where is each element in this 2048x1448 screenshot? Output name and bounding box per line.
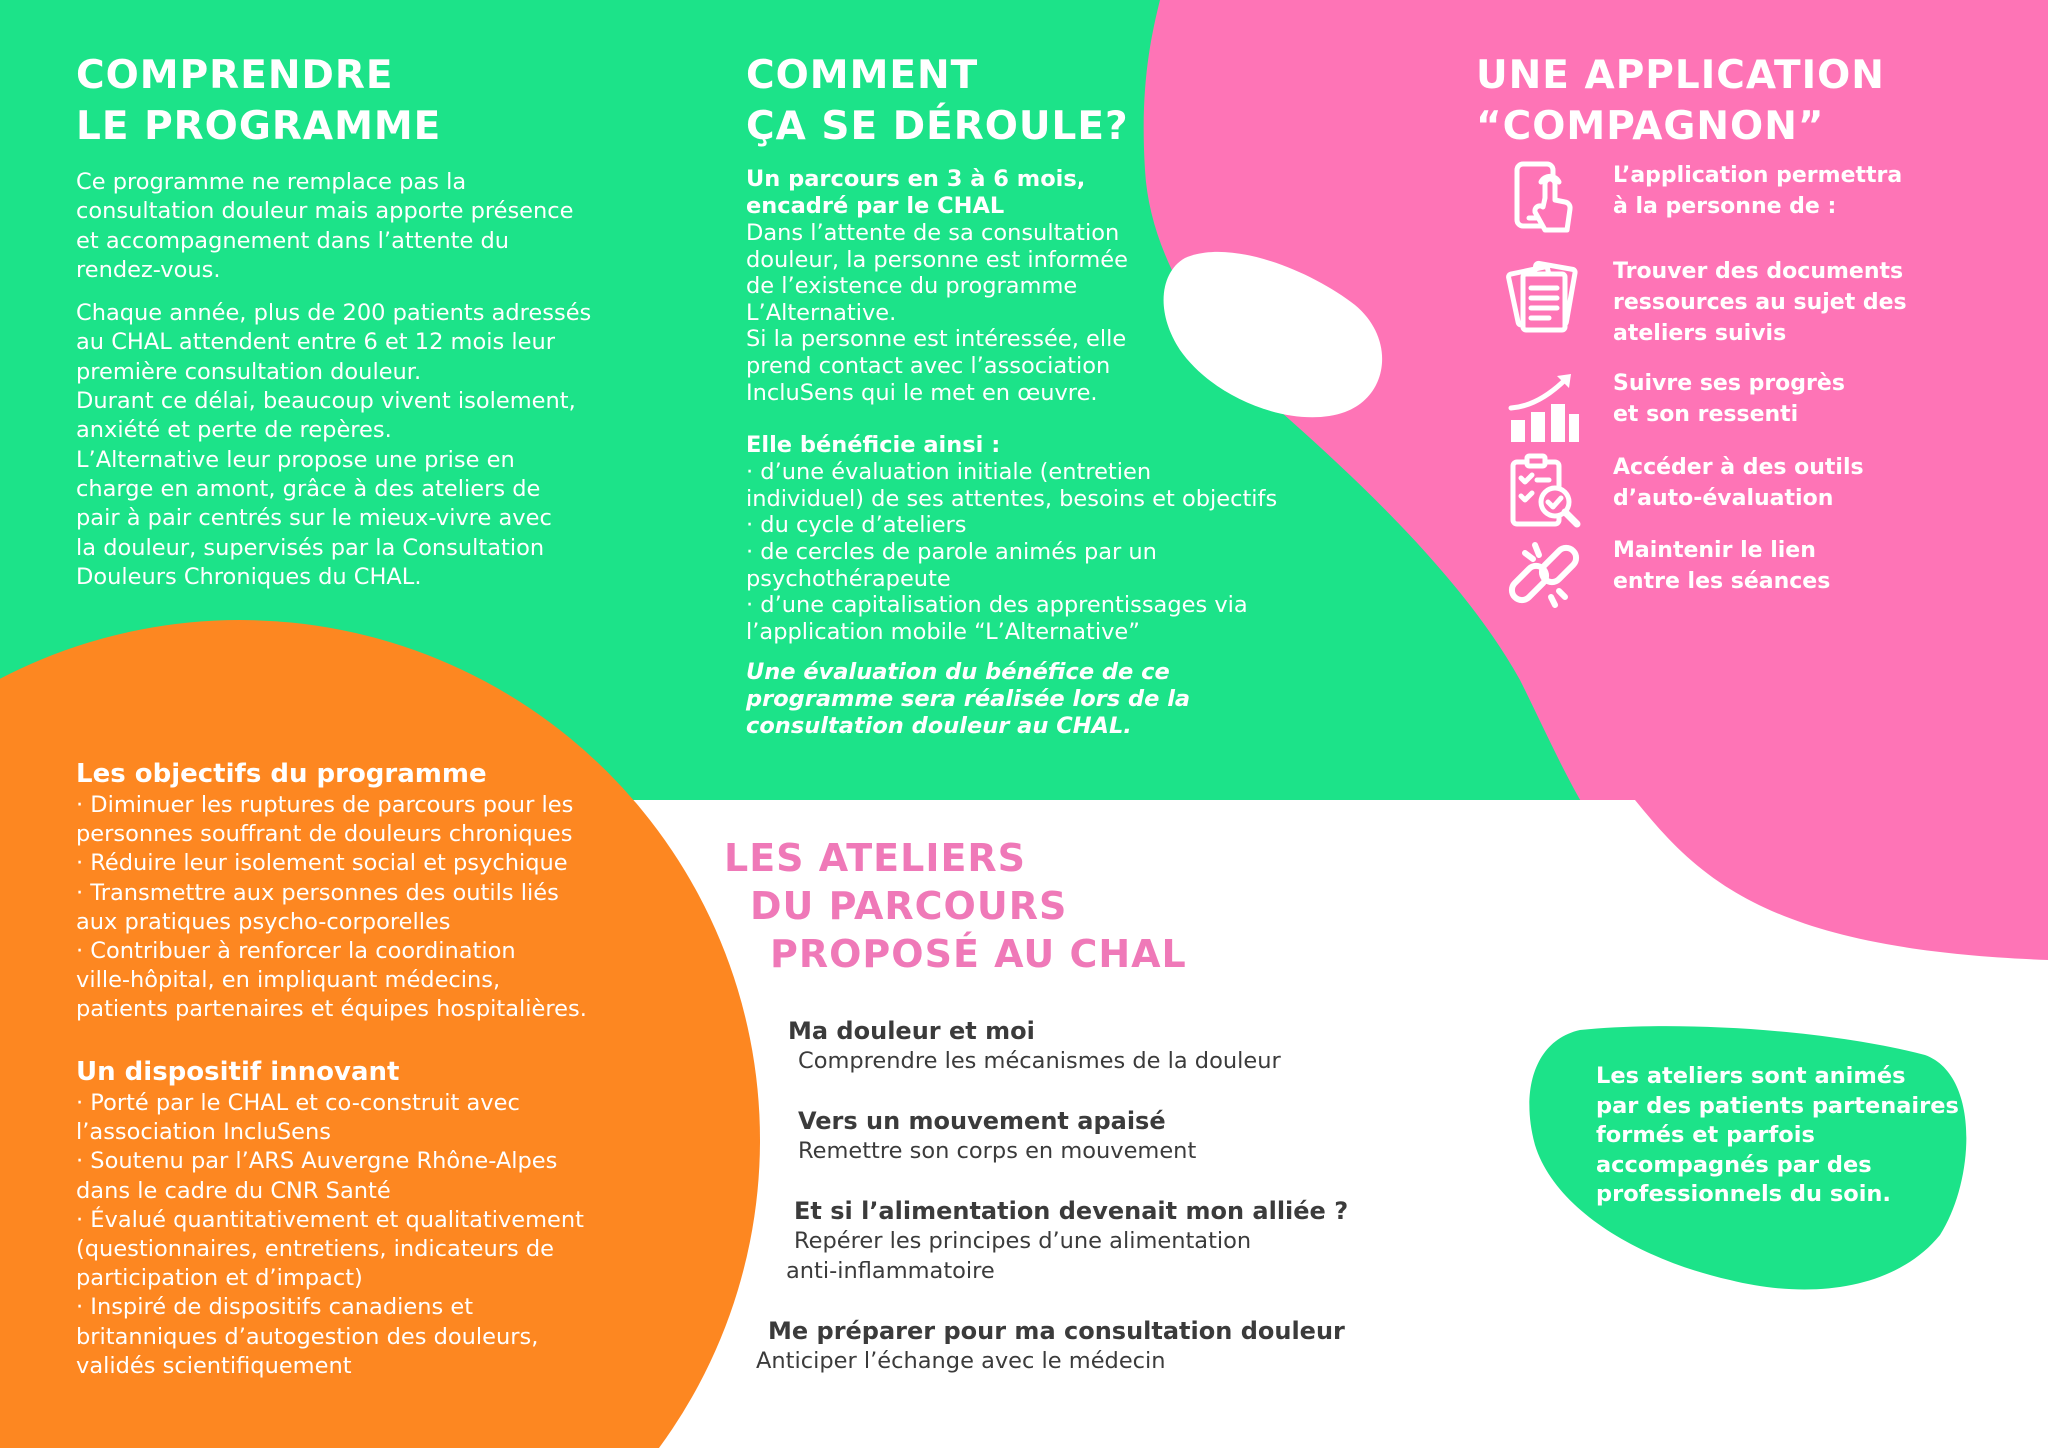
text-line: Dans l’attente de sa consultation	[746, 220, 1120, 246]
text-line: première consultation douleur.	[76, 358, 422, 385]
text-line: britanniques d’autogestion des douleurs,	[76, 1323, 539, 1350]
text-line: validés scientifiquement	[76, 1352, 352, 1379]
text-line: formés et parfois	[1596, 1122, 1815, 1148]
objectifs-heading: Les objectifs du programme	[76, 759, 487, 789]
comprendre-para1	[76, 168, 676, 285]
text-line: (questionnaires, entretiens, indicateurs de	[76, 1236, 555, 1263]
phone-tap-icon	[1505, 160, 1585, 240]
text-line: au CHAL attendent entre 6 et 12 mois leur	[76, 329, 555, 356]
text-line: Ce programme ne remplace pas la	[76, 169, 467, 195]
text-line: professionnels du soin.	[1596, 1181, 1891, 1207]
app-item-evaluation	[1505, 452, 1943, 532]
text-line: L’Alternative leur propose une prise en	[76, 446, 515, 473]
text-line: consultation douleur mais apporte présence	[76, 198, 574, 225]
text-line: · Soutenu par l’ARS Auvergne Rhône-Alpes	[76, 1148, 558, 1175]
text-line: accompagnés par des	[1596, 1151, 1872, 1178]
app-item-link	[1505, 535, 1943, 615]
workshop-title: Vers un mouvement apaisé	[798, 1107, 1166, 1135]
app-item-text	[1613, 368, 1943, 430]
checklist-magnifier-icon	[1505, 452, 1585, 532]
text-line: · de cercles de parole animés par un	[746, 538, 1157, 565]
deroule-section	[746, 50, 1346, 740]
text-line: · Diminuer les ruptures de parcours pour les	[76, 792, 574, 818]
deroule-title-line1: COMMENT	[746, 53, 979, 98]
text-line: Si la personne est intéressée, elle	[746, 326, 1127, 353]
text-line: consultation douleur au CHAL.	[746, 713, 1132, 740]
app-item-text	[1613, 452, 1943, 514]
bubble-text	[1596, 1062, 1976, 1210]
app-title-line1: UNE APPLICATION	[1476, 53, 1885, 98]
app-item-intro	[1505, 160, 1943, 240]
text-line: pair à pair centrés sur le mieux-vivre avec	[76, 505, 552, 532]
text-line: ressources au sujet des	[1613, 290, 1907, 315]
text-line: dans le cadre du CNR Santé	[76, 1177, 391, 1204]
workshop-subtitle: Repérer les principes d’une alimentation	[794, 1228, 1252, 1254]
text-line: et son ressenti	[1613, 402, 1799, 427]
objectifs-section	[76, 758, 676, 1025]
ateliers-title-line1: LES ATELIERS	[724, 836, 1027, 880]
workshop-subtitle: Comprendre les mécanismes de la douleur	[798, 1048, 1281, 1074]
text-line: · Porté par le CHAL et co-construit avec	[76, 1090, 520, 1116]
workshop-subtitle: Anticiper l’échange avec le médecin	[756, 1348, 1166, 1374]
text-line: la douleur, supervisés par la Consultation	[76, 534, 545, 561]
app-title-block	[1476, 50, 1996, 152]
text-line: · d’une évaluation initiale (entretien	[746, 459, 1152, 486]
dispositif-heading: Un dispositif innovant	[76, 1057, 400, 1087]
text-line: · Inspiré de dispositifs canadiens et	[76, 1294, 474, 1321]
documents-icon	[1505, 256, 1585, 336]
app-item-progress	[1505, 368, 1943, 448]
ateliers-title-line2: DU PARCOURS	[750, 884, 1068, 928]
text-line: douleur, la personne est informée	[746, 246, 1128, 273]
ateliers-title-line3: PROPOSÉ AU CHAL	[770, 932, 1187, 976]
text-line: et accompagnement dans l’attente du	[76, 227, 509, 254]
text-line: à la personne de :	[1613, 194, 1837, 219]
text-line: Durant ce délai, beaucoup vivent isolement,	[76, 388, 576, 415]
text-line: ville-hôpital, en impliquant médecins,	[76, 967, 501, 994]
text-line: ateliers suivis	[1613, 321, 1787, 346]
text-line: · du cycle d’ateliers	[746, 512, 967, 539]
text-line: Chaque année, plus de 200 patients adressés	[76, 300, 592, 327]
workshop-item	[798, 1106, 1196, 1166]
benefit-list	[746, 459, 1346, 645]
text-line: par des patients partenaires	[1596, 1092, 1959, 1119]
app-item-text	[1613, 160, 1943, 222]
workshop-subtitle: Remettre son corps en mouvement	[798, 1138, 1197, 1164]
text-line: IncluSens qui le met en œuvre.	[746, 379, 1098, 406]
text-line: · Contribuer à renforcer la coordination	[76, 938, 516, 965]
text-line: l’association IncluSens	[76, 1119, 331, 1146]
text-line: Les ateliers sont animés	[1596, 1063, 1906, 1089]
deroule-intro	[746, 220, 1346, 406]
text-line: Maintenir le lien	[1613, 538, 1816, 563]
deroule-bold-intro: encadré par le CHAL	[746, 193, 1005, 219]
text-line: patients partenaires et équipes hospitalières.	[76, 996, 587, 1023]
italic-note	[746, 659, 1346, 740]
text-line: rendez-vous.	[76, 256, 221, 283]
text-line: individuel) de ses attentes, besoins et objectifs	[746, 485, 1278, 512]
text-line: · Évalué quantitativement et qualitativement	[76, 1206, 584, 1233]
comprendre-title-line2: LE PROGRAMME	[76, 104, 442, 149]
workshop-item	[786, 1196, 1348, 1286]
text-line: d’auto-évaluation	[1613, 486, 1834, 511]
app-item-text	[1613, 256, 1943, 349]
text-line: anxiété et perte de repères.	[76, 417, 392, 444]
comprendre-para2	[76, 299, 676, 592]
text-line: L’application permettra	[1613, 163, 1903, 188]
app-item-documents	[1505, 256, 1943, 349]
text-line: Douleurs Chroniques du CHAL.	[76, 563, 422, 590]
text-line: Suivre ses progrès	[1613, 371, 1845, 396]
deroule-title-line2: ÇA SE DÉROULE?	[746, 104, 1129, 149]
deroule-bold-intro: Un parcours en 3 à 6 mois,	[746, 166, 1086, 192]
text-line: aux pratiques psycho-corporelles	[76, 908, 451, 935]
text-line: l’application mobile “L’Alternative”	[746, 618, 1140, 645]
comprendre-title-line1: COMPRENDRE	[76, 53, 394, 98]
benefit-heading: Elle bénéficie ainsi :	[746, 432, 1001, 459]
text-line: · Transmettre aux personnes des outils liés	[76, 879, 559, 906]
workshop-title: Ma douleur et moi	[788, 1017, 1035, 1045]
text-line: · d’une capitalisation des apprentissages via	[746, 592, 1248, 619]
text-line: prend contact avec l’association	[746, 352, 1111, 379]
text-line: participation et d’impact)	[76, 1265, 363, 1292]
text-line: charge en amont, grâce à des ateliers de	[76, 475, 541, 502]
workshop-subtitle: anti-inflammatoire	[786, 1258, 995, 1284]
text-line: Une évaluation du bénéfice de ce	[746, 659, 1170, 686]
progress-chart-icon	[1505, 368, 1585, 448]
workshop-item	[788, 1016, 1281, 1076]
text-line: L’Alternative.	[746, 299, 897, 326]
workshop-title: Et si l’alimentation devenait mon alliée ?	[794, 1197, 1349, 1225]
text-line: de l’existence du programme	[746, 273, 1078, 300]
comprendre-section	[76, 50, 676, 592]
app-title-line2: “COMPAGNON”	[1476, 104, 1825, 149]
workshop-item	[756, 1316, 1345, 1376]
text-line: · Réduire leur isolement social et psychique	[76, 850, 568, 877]
app-item-text	[1613, 535, 1943, 597]
chain-link-icon	[1505, 535, 1585, 615]
dispositif-section	[76, 1056, 676, 1381]
text-line: Accéder à des outils	[1613, 455, 1864, 480]
text-line: entre les séances	[1613, 569, 1831, 594]
workshop-title: Me préparer pour ma consultation douleur	[768, 1317, 1345, 1345]
text-line: personnes souffrant de douleurs chroniques	[76, 821, 573, 848]
text-line: programme sera réalisée lors de la	[746, 686, 1191, 713]
text-line: Trouver des documents	[1613, 259, 1904, 284]
text-line: psychothérapeute	[746, 565, 951, 592]
